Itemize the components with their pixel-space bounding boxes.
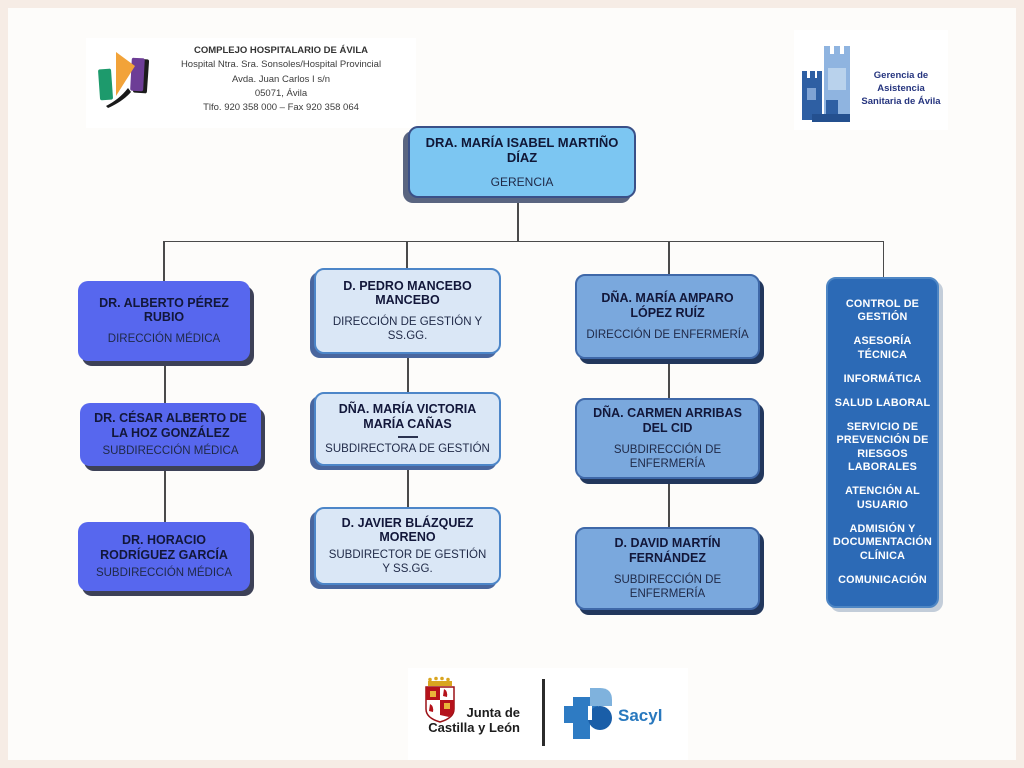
junta-line2: Castilla y León: [428, 719, 520, 735]
org-box-subdireccion-enfermeria-2: [575, 527, 760, 610]
connector-enfermeria-2-3: [668, 479, 670, 527]
connector-medica-1-2: [164, 361, 166, 403]
person-title: SUBDIRECCIÓN DE ENFERMERÍA: [613, 573, 722, 600]
hospital-line: Avda. Juan Carlos I s/n: [231, 73, 331, 85]
org-box-direccion-medica: [78, 281, 250, 361]
person-title: SUBDIRECCIÓN DE ENFERMERÍA: [613, 443, 722, 470]
connector-drop-gestion: [406, 241, 408, 268]
connector-drop-services: [883, 241, 885, 278]
page-canvas: [8, 8, 1016, 760]
connector-gestion-2-3: [407, 465, 409, 507]
castle-logo-icon: [800, 38, 862, 126]
org-box-subdireccion-enfermeria-1: [575, 398, 760, 479]
service-item: COMUNICACIÓN: [838, 573, 927, 586]
service-item: SALUD LABORAL: [834, 396, 931, 409]
org-box-subdireccion-medica-2: [78, 522, 250, 591]
sacyl-label: Sacyl: [618, 706, 663, 725]
org-box-services: [826, 277, 939, 608]
connector-horizontal: [163, 241, 884, 243]
connector-drop-medica: [163, 241, 165, 282]
person-title: SUBDIRECCIÓN MÉDICA: [95, 566, 233, 579]
person-name: DÑA. CARMEN ARRIBAS DEL CID: [593, 406, 742, 435]
person-name: DRA. MARÍA ISABEL MARTIÑO DÍAZ: [425, 134, 619, 166]
person-name: DR. ALBERTO PÉREZ RUBIO: [99, 295, 229, 325]
person-name: DR. HORACIO RODRÍGUEZ GARCÍA: [100, 533, 228, 562]
connector-root-drop: [517, 198, 519, 241]
org-box-gerencia: [408, 126, 636, 198]
service-item: ASESORÍA TÉCNICA: [853, 335, 912, 361]
person-name: DÑA. MARÍA AMPARO LÓPEZ RUÍZ: [601, 291, 734, 320]
gerencia-org-name: Gerencia de Asistencia Sanitaria de Ávila: [861, 70, 941, 107]
service-item: INFORMÁTICA: [843, 372, 922, 385]
connector-gestion-1-2: [407, 354, 409, 392]
person-name: DR. CÉSAR ALBERTO DE LA HOZ GONZÁLEZ: [94, 411, 247, 440]
service-item: CONTROL DE GESTIÓN: [845, 297, 920, 324]
footer-logos: [408, 668, 688, 760]
person-title: DIRECCIÓN DE ENFERMERÍA: [586, 328, 749, 341]
junta-line1: Junta de: [466, 705, 520, 720]
person-title: DIRECCIÓN MÉDICA: [107, 333, 221, 346]
junta-castilla-leon-label: [416, 706, 520, 735]
person-title: SUBDIRECCIÓN MÉDICA: [102, 444, 239, 457]
person-title: SUBDIRECTOR DE GESTIÓN Y SS.GG.: [328, 549, 487, 576]
person-name: D. JAVIER BLÁZQUEZ MORENO: [341, 515, 474, 545]
sacyl-cross-icon: [564, 688, 616, 740]
org-box-subdireccion-medica-1: [80, 403, 261, 466]
divider-dash: [398, 436, 418, 438]
hospital-header-block: [86, 38, 416, 128]
org-box-direccion-enfermeria: [575, 274, 760, 359]
service-item: ADMISIÓN Y DOCUMENTACIÓN CLÍNICA: [833, 522, 932, 562]
hospital-line: Tlfo. 920 358 000 – Fax 920 358 064: [203, 102, 359, 113]
org-box-direccion-gestion: [314, 268, 501, 354]
person-name: DÑA. MARÍA VICTORIA MARÍA CAÑAS: [338, 402, 477, 431]
person-title: GERENCIA: [490, 174, 554, 189]
hospital-logo-icon: [94, 46, 152, 112]
person-title: DIRECCIÓN DE GESTIÓN Y SS.GG.: [332, 316, 483, 343]
hospital-address: [156, 44, 406, 115]
org-box-subdirectora-gestion: [314, 392, 501, 466]
person-name: D. DAVID MARTÍN FERNÁNDEZ: [614, 536, 721, 565]
person-title: SUBDIRECTORA DE GESTIÓN: [325, 442, 490, 455]
hospital-name: COMPLEJO HOSPITALARIO DE ÁVILA: [193, 45, 368, 56]
person-name: D. PEDRO MANCEBO MANCEBO: [343, 278, 472, 308]
connector-enfermeria-1-2: [668, 359, 670, 398]
connector-drop-enfermeria: [668, 241, 670, 275]
footer-divider: [542, 679, 545, 746]
service-item: ATENCIÓN AL USUARIO: [845, 485, 920, 511]
org-box-subdirector-gestion: [314, 507, 501, 585]
hospital-line: 05071, Ávila: [254, 87, 308, 99]
connector-medica-2-3: [164, 466, 166, 522]
hospital-line: Hospital Ntra. Sra. Sonsoles/Hospital Provincial: [180, 59, 382, 71]
service-item: SERVICIO DE PREVENCIÓN DE RIESGOS LABORALES: [836, 420, 929, 474]
gerencia-header-block: [794, 30, 948, 130]
